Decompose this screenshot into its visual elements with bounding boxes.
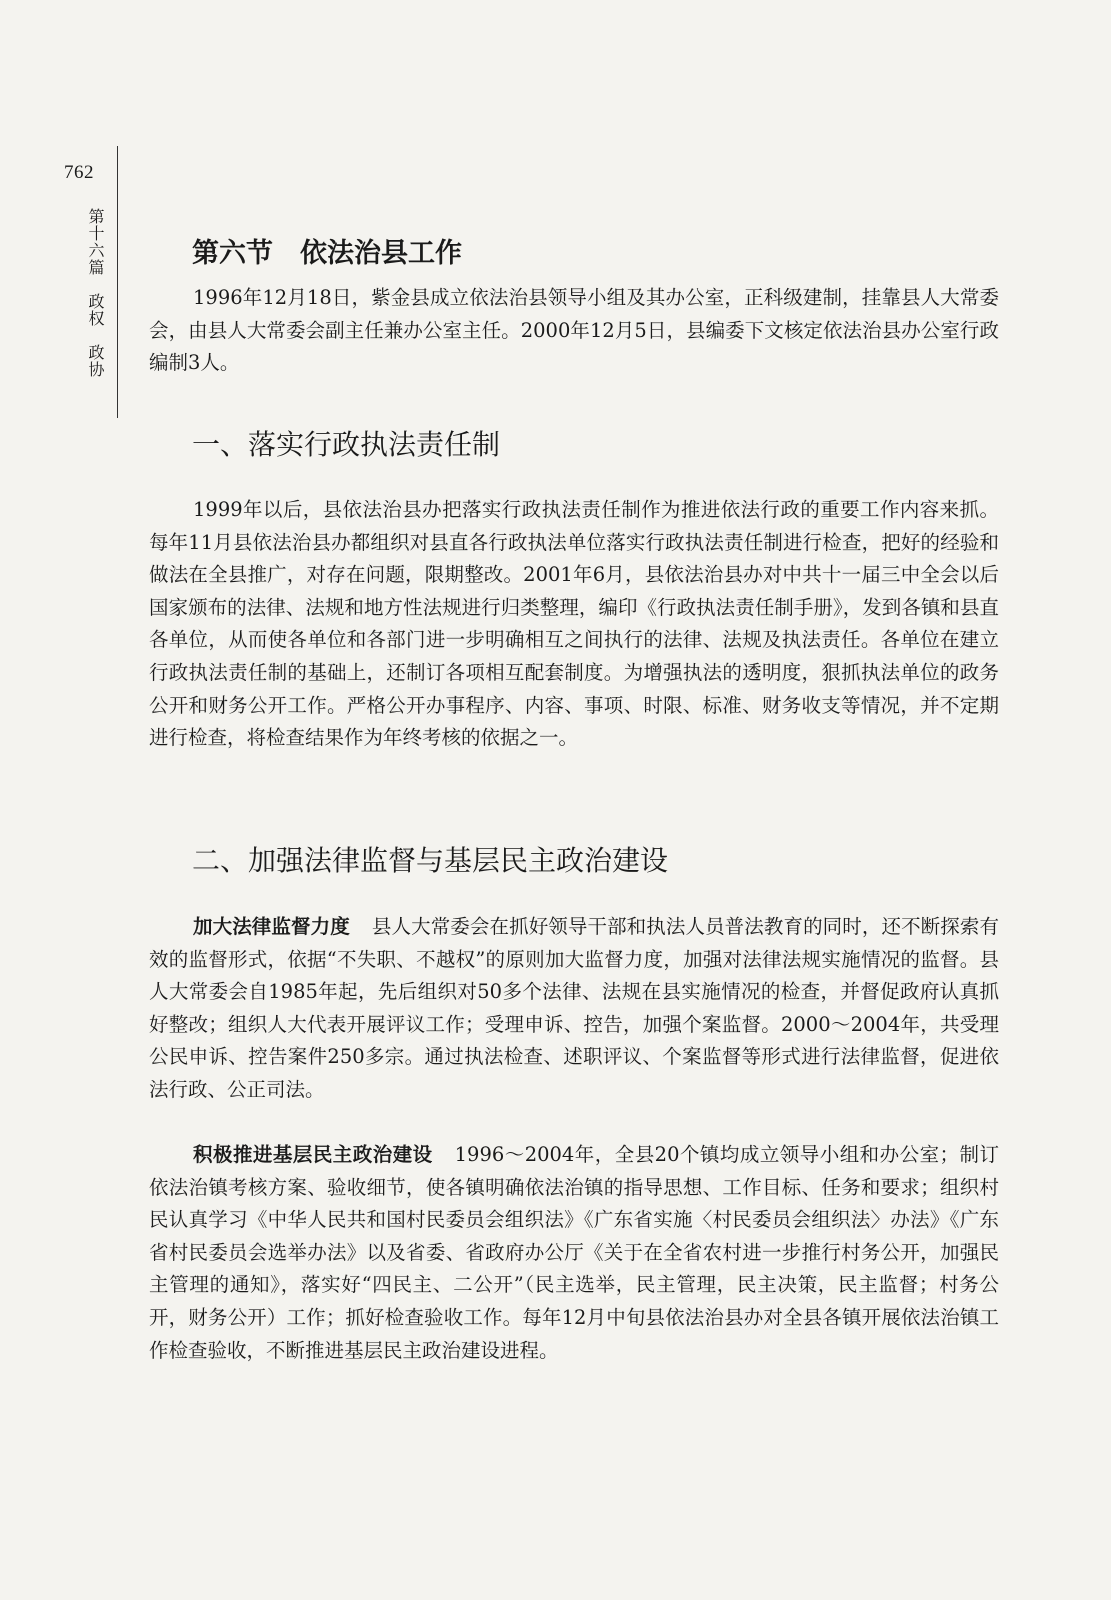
paragraph-lead: 积极推进基层民主政治建设 [193,1143,433,1166]
paragraph-lead: 加大法律监督力度 [193,915,350,938]
paragraph-body: 1996～2004年，全县20个镇均成立领导小组和办公室；制订依法治镇考核方案、验收细节，使各镇明确依法治镇的指导思想、工作目标、任务和要求；组织村民认真学习《中华人民共和国村民委员会组织法》《广东省实施〈村民委员会组织法〉办法》《广东省村民委员会选举办法》以及省委、省政府办公厅《关于在全省农村进一步推行村务公开，加强民主管理的通知》，落实好“四民主、二公开”（民主选举，民主管理，民主决策，民主监督；村务公开，财务公开）工作；抓好检查验收工作。每年12月中旬县依法治县办对全县各镇开展依法治镇工作检查验收，不断推进基层民主政治建设进程。 [149,1143,999,1362]
subsection-1-paragraph: 1999年以后，县依法治县办把落实行政执法责任制作为推进依法行政的重要工作内容来抓。每年11月县依法治县办都组织对县直各行政执法单位落实行政执法责任制进行检查，把好的经验和做法在全县推广，对存在问题，限期整改。2001年6月，县依法治县办对中共十一届三中全会以后国家颁布的法律、法规和地方性法规进行归类整理，编印《行政执法责任制手册》，发到各镇和县直各单位，从而使各单位和各部门进一步明确相互之间执行的法律、法规及执法责任。各单位在建立行政执法责任制的基础上，还制订各项相互配套制度。为增强执法的透明度，狠抓执法单位的政务公开和财务公开工作。严格公开办事程序、内容、事项、时限、标准、财务收支等情况，并不定期进行检查，将检查结果作为年终考核的依据之一。 [149,498,999,750]
subsection-heading-1: 一、落实行政执法责任制 [192,428,501,461]
section-title: 第六节 依法治县工作 [192,238,462,270]
intro-paragraph: 1996年12月18日，紫金县成立依法治县领导小组及其办公室，正科级建制，挂靠县人大常委会，由县人大常委会副主任兼办公室主任。2000年12月5日，县编委下文核定依法治县办公室行政编制3人。 [149,286,999,375]
subsection-2-paragraph-2 [149,1139,999,1367]
paragraph-body: 县人大常委会在抓好领导干部和执法人员普法教育的同时，还不断探索有效的监督形式，依据“不失职、不越权”的原则加大监督力度，加强对法律法规实施情况的监督。县人大常委会自1985年起，先后组织对50多个法律、法规在县实施情况的检查，并督促政府认真抓好整改；组织人大代表开展评议工作；受理申诉、控告，加强个案监督。2000～2004年，共受理公民申诉、控告案件250多宗。通过执法检查、述职评议、个案监督等形式进行法律监督，促进依法行政、公正司法。 [149,915,999,1101]
subsection-2-paragraph-1 [149,911,999,1107]
subsection-heading-2: 二、加强法律监督与基层民主政治建设 [192,844,669,877]
margin-rule [117,146,118,418]
page-number: 762 [64,162,94,183]
running-head: 第十六篇 政权 政协 [86,208,105,378]
